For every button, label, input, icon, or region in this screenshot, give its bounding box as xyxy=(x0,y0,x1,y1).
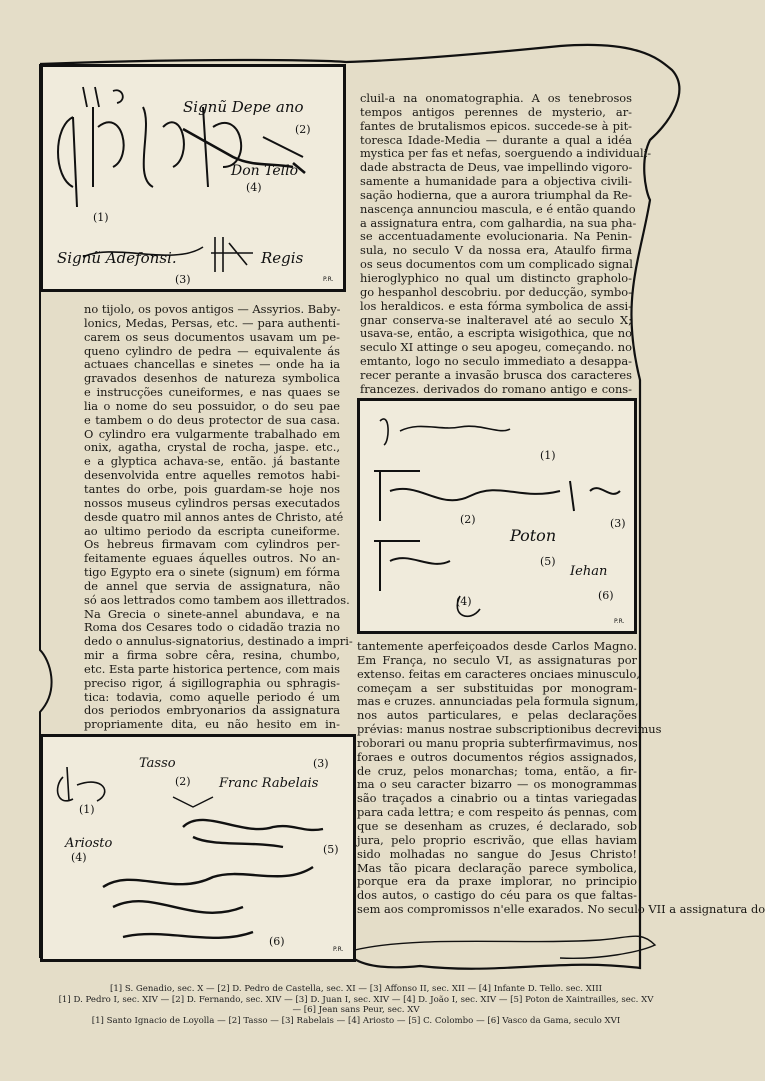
text-line: roborari ou manu propria subterfirmavimus, nos xyxy=(357,735,638,750)
figure-1-number-3: (3) xyxy=(175,273,191,286)
figure-1-artist-mark: P.R. xyxy=(323,276,334,283)
text-line: sação hodierna, que a aurora triumphal da Re- xyxy=(360,187,632,202)
signature-text-tasso: Tasso xyxy=(139,756,176,771)
signature-text-don-tello: Don Tello xyxy=(231,163,299,179)
text-line: emtanto, logo no seculo immediato a desappa- xyxy=(360,354,632,369)
text-line: começam a ser substituidas por monogram- xyxy=(357,680,637,695)
text-line: Os hebreus firmavam com cylindros per- xyxy=(84,537,340,552)
text-line: mir a firma sobre cêra, resina, chumbo, xyxy=(84,648,340,663)
text-line: lia o nome do seu possuidor, o do seu pae xyxy=(84,398,340,413)
figure-3-number-3: (3) xyxy=(313,757,329,770)
text-line: nascença annunciou mascula, e é então quando xyxy=(360,201,636,216)
text-line: ma o seu caracter bizarro — os monogrammas xyxy=(357,777,637,792)
text-line: e tambem o do deus protector de sua casa. xyxy=(84,412,340,427)
text-line: go hespanhol descobriu. por deducção, symbo- xyxy=(360,284,632,299)
signature-figure-1 xyxy=(40,64,346,292)
signature-text-iehan: Iehan xyxy=(570,564,608,579)
figure-3-artist-mark: P.R. xyxy=(333,946,344,953)
signature-figure-2 xyxy=(357,398,637,634)
text-line: dedo o annulus-signatorius, destinado a impri- xyxy=(84,634,353,649)
figure-2-number-2: (2) xyxy=(460,513,476,526)
text-line: actuaes chancellas e sinetes — onde ha ia xyxy=(84,357,340,372)
text-line: porque era da praxe implorar, no principio xyxy=(357,874,637,889)
text-line: foraes e outros documentos régios assignados, xyxy=(357,749,637,764)
text-line: sido molhadas no sangue do Jesus Christo! xyxy=(357,846,637,861)
signature-figure-3 xyxy=(40,734,356,962)
text-line: tantemente aperfeiçoados desde Carlos Magno. xyxy=(357,639,637,653)
figure-2-number-1: (1) xyxy=(540,449,556,462)
text-line: para cada lettra; e com respeito ás pennas, com xyxy=(357,805,637,820)
signature-text-poton: Poton xyxy=(510,526,557,545)
signature-text-signum-depe: Signũ Depe ano xyxy=(183,98,304,116)
text-line: queno cylindro de pedra — equivalente ás xyxy=(84,343,340,358)
figure-caption-2-continued: — [6] Jean sans Peur, sec. XV xyxy=(292,1005,420,1015)
figure-3-number-2: (2) xyxy=(175,775,191,788)
text-line: e instrucções cuneiformes, e nas quaes se xyxy=(84,385,340,400)
text-line: gnar conserva-se inalteravel até ao seculo X; xyxy=(360,312,632,327)
text-line: los heraldicos. e esta fórma symbolica de assi- xyxy=(360,298,632,313)
text-line: no tijolo, os povos antigos — Assyrios. Baby- xyxy=(84,302,341,316)
figure-1-number-2: (2) xyxy=(295,123,311,136)
text-line: sula, no seculo V da nossa era, Ataulfo firma xyxy=(360,243,632,258)
article-text-right-bottom xyxy=(357,639,765,917)
text-line: de annel que servia de assignatura, não xyxy=(84,578,340,593)
figure-3-number-1: (1) xyxy=(79,803,95,816)
text-line: dos autos, o castigo do céu para os que faltas- xyxy=(357,888,637,903)
text-line: e a glyptica achava-se, então. já bastante xyxy=(84,454,340,469)
text-line: são traçados a cinabrio ou a tintas variegadas xyxy=(357,791,637,806)
text-line: dos periodos embryonarios da assignatura xyxy=(84,703,340,718)
text-line: sem aos compromissos n'elle exarados. No seculo VII a assignatura do xyxy=(357,902,765,917)
text-line: onix, agatha, crystal de rocha, jaspe. etc., xyxy=(84,440,340,455)
text-line: nos autos particulares, e pelas declarações xyxy=(357,708,637,723)
text-line: tantes do orbe, pois guardam-se hoje nos xyxy=(84,481,340,496)
figure-2-number-3: (3) xyxy=(610,517,626,530)
figure-3-number-4: (4) xyxy=(71,851,87,864)
figure-caption-1: [1] S. Genadio, sec. X — [2] D. Pedro de Castella, sec. XI — [3] Affonso II, sec. XII — [4] Infante D. Tello. sec. XIII xyxy=(109,984,602,994)
text-line: Roma dos Cesares todo o cidadão trazia no xyxy=(84,620,340,635)
figure-1-number-4: (4) xyxy=(246,181,262,194)
text-line: seculo XI attinge o seu apogeu, começando. no xyxy=(360,340,632,355)
text-line: mas e cruzes. annunciadas pela formula signum, xyxy=(357,694,639,709)
text-line: tica: todavia, como aquelle periodo é um xyxy=(84,689,340,704)
text-line: extenso. feitas em caracteres onciaes minusculo, xyxy=(357,666,640,681)
text-line: os seus documentos com um complicado signal xyxy=(360,257,633,272)
text-line: carem os seus documentos usavam um pe- xyxy=(84,329,340,344)
text-line: Mas tão picara declaração parece symbolica, xyxy=(357,860,637,875)
signature-text-regis: Regis xyxy=(261,249,304,267)
text-line: jura, pelo proprio escrivão, que ellas haviam xyxy=(357,832,637,847)
signature-text-signum-adefonsi: Signũ Adefonsi. xyxy=(57,249,177,267)
text-line: tempos antigos perennes de mysterio, ar- xyxy=(360,104,632,119)
text-line: cluil-a na onomatographia. A os tenebrosos xyxy=(360,91,632,105)
article-text-right-top xyxy=(360,91,652,397)
signature-drawings-1 xyxy=(43,67,343,289)
text-line: dade abstracta de Deus, vae impellindo vigoro- xyxy=(360,160,633,175)
figure-caption-2: [1] D. Pedro I, sec. XIV — [2] D. Fernando, sec. XIV — [3] D. Juan I, sec. XIV — [4] D. João I, sec. XIV — [5] Poton de Xaintrailles, sec. XV xyxy=(58,995,654,1005)
figure-2-artist-mark: P.R. xyxy=(614,618,625,625)
text-line: de cruz, pelos monarchas; toma, então, a fir- xyxy=(357,763,637,778)
text-line: francezes. derivados do romano antigo e cons- xyxy=(360,381,632,396)
text-line: nossos museus cylindros persas executados xyxy=(84,495,340,510)
text-line: tigo Egypto era o sinete (signum) em fórma xyxy=(84,565,340,580)
text-line: preciso rigor, á sigillographia ou sphragis- xyxy=(84,675,340,690)
text-line: toresca Idade-Media — durante a qual a idéa xyxy=(360,132,632,147)
text-line: usava-se, então, a escripta wisigothica, que no xyxy=(360,326,632,341)
signature-text-ariosto: Ariosto xyxy=(65,836,113,851)
text-line: O cylindro era vulgarmente trabalhado em xyxy=(84,426,340,441)
figure-2-number-4: (4) xyxy=(456,595,472,608)
text-line: hieroglyphico no qual um distincto grapholo- xyxy=(360,270,632,285)
text-line: lonics, Medas, Persas, etc. — para authenti- xyxy=(84,315,340,330)
signature-drawings-2 xyxy=(360,401,634,631)
text-line: desenvolvida entre aquelles remotos habi- xyxy=(84,468,340,483)
figure-1-number-1: (1) xyxy=(93,211,109,224)
text-line: a assignatura entra, com galhardia, na sua pha- xyxy=(360,215,637,230)
article-text-left xyxy=(84,302,353,732)
text-line: se accentuadamente evolucionaria. Na Penin- xyxy=(360,229,632,244)
text-line: prévias: manus nostrae subscriptionibus decrevimus xyxy=(357,722,662,737)
figure-3-number-5: (5) xyxy=(323,843,339,856)
figure-2-number-5: (5) xyxy=(540,555,556,568)
text-line: samente a humanidade para a objectiva civili- xyxy=(360,174,632,189)
figure-caption-3: [1] Santo Ignacio de Loyolla — [2] Tasso — [3] Rabelais — [4] Ariosto — [5] C. Colombo — [6] Vasco da Gama, seculo XVI xyxy=(91,1016,621,1026)
text-line: gravados desenhos de natureza symbolica xyxy=(84,371,340,386)
text-line: Em França, no seculo VI, as assignaturas por xyxy=(357,652,637,667)
text-line: recer perante a invasão brusca dos caracteres xyxy=(360,367,632,382)
text-line: Na Grecia o sinete-annel abundava, e na xyxy=(84,606,340,621)
figure-3-number-6: (6) xyxy=(269,935,285,948)
text-line: desde quatro mil annos antes de Christo, até xyxy=(84,509,344,524)
signature-text-rabelais: Franc Rabelais xyxy=(219,776,319,791)
text-line: feitamente eguaes áquelles outros. No an- xyxy=(84,551,340,566)
signature-drawings-3 xyxy=(43,737,353,959)
text-line: etc. Esta parte historica pertence, com mais xyxy=(84,661,340,676)
text-line: só aos lettrados como tambem aos illettrados. xyxy=(84,592,350,607)
text-line: fantes de brutalismos epicos. succede-se à pit- xyxy=(360,118,632,133)
text-line: que se desenham as cruzes, é declarado, sob xyxy=(357,818,637,833)
text-line: mystica per fas et nefas, soerguendo a individuali- xyxy=(360,146,652,161)
figure-2-number-6: (6) xyxy=(598,589,614,602)
text-line: propriamente dita, eu não hesito em in- xyxy=(84,717,340,732)
text-line: ao ultimo periodo da escripta cuneiforme. xyxy=(84,523,340,538)
